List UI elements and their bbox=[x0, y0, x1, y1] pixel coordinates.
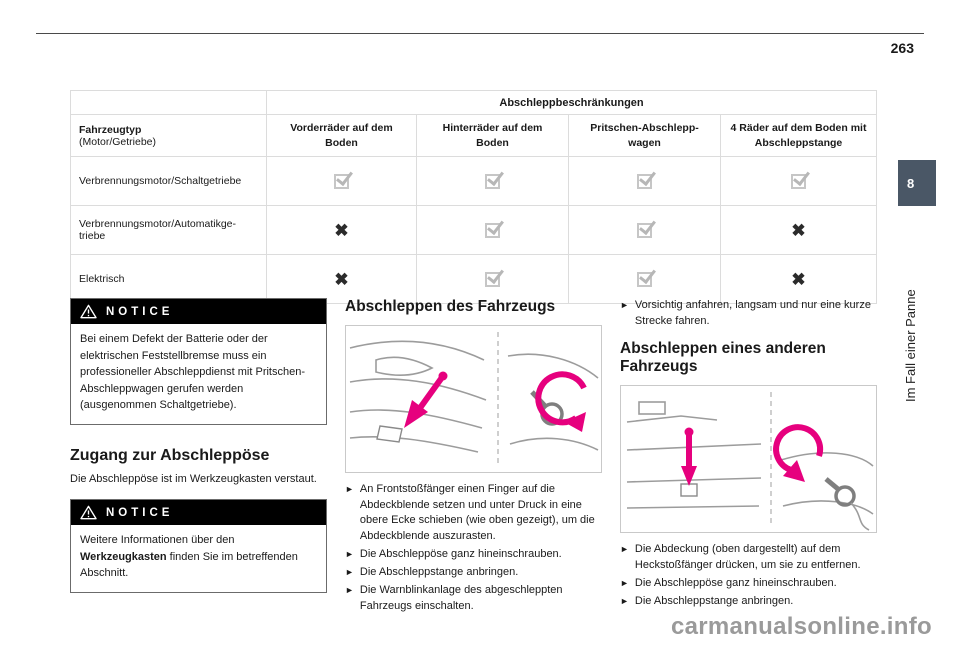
warning-triangle-icon bbox=[80, 304, 97, 319]
bullet-arrow-icon: ► bbox=[620, 595, 629, 606]
bullet-arrow-icon: ► bbox=[620, 544, 629, 555]
notice-header bbox=[71, 299, 326, 324]
table-row bbox=[71, 157, 877, 206]
notice-body bbox=[71, 525, 326, 592]
table-row bbox=[71, 206, 877, 255]
table-mark-cell bbox=[417, 206, 569, 255]
instruction-text: Vorsichtig anfahren, langsam und nur eine kurze Strecke fahren. bbox=[634, 299, 871, 327]
instruction-item bbox=[345, 583, 602, 615]
middle-column bbox=[345, 298, 602, 617]
table-body bbox=[71, 91, 877, 304]
instruction-list bbox=[620, 298, 877, 330]
header-rule bbox=[36, 33, 924, 34]
notice-text-suffix: finden Sie im betreffenden Abschnitt. bbox=[80, 550, 298, 580]
left-column bbox=[70, 298, 327, 593]
rear-towing-illustration bbox=[620, 385, 877, 533]
table-row-label: Elektrisch bbox=[71, 255, 267, 304]
instruction-item bbox=[620, 576, 877, 592]
section-text: Die Abschleppöse ist im Werkzeugkasten verstaut. bbox=[70, 472, 317, 485]
instruction-item bbox=[345, 547, 602, 563]
table-column-header-row bbox=[71, 115, 877, 157]
table-mark-cell bbox=[569, 206, 721, 255]
table-column-header: Hinterräder auf dem Boden bbox=[417, 115, 569, 157]
check-icon bbox=[485, 174, 500, 189]
instruction-text: Die Abschleppöse ganz hineinschrauben. bbox=[359, 548, 562, 561]
table-row-label: Verbrennungsmotor/Schaltgetriebe bbox=[71, 157, 267, 206]
section-heading-towing-vehicle: Abschleppen des Fahrzeugs bbox=[345, 298, 556, 315]
bullet-arrow-icon: ► bbox=[345, 585, 354, 596]
warning-triangle-icon bbox=[80, 505, 97, 520]
table-mark-cell bbox=[721, 255, 877, 304]
table-row bbox=[71, 255, 877, 304]
table-mark-cell bbox=[721, 157, 877, 206]
towing-restrictions-table bbox=[70, 90, 877, 304]
table-group-header-row bbox=[71, 91, 877, 115]
chapter-vertical-label: Im Fall einer Panne bbox=[903, 289, 918, 402]
table-corner-cell bbox=[71, 91, 267, 115]
notice-title: NOTICE bbox=[106, 305, 174, 318]
watermark: carmanualsonline.info bbox=[670, 613, 932, 640]
notice-header bbox=[71, 500, 326, 525]
table-mark-cell bbox=[267, 255, 417, 304]
instruction-item bbox=[345, 482, 602, 546]
chapter-tab: 8 bbox=[898, 160, 936, 206]
cross-icon: ✖ bbox=[334, 269, 349, 289]
notice-box-toolkit bbox=[70, 499, 327, 593]
instruction-text: Die Abschleppstange anbringen. bbox=[634, 594, 794, 607]
bullet-arrow-icon: ► bbox=[620, 300, 629, 310]
right-column bbox=[620, 298, 877, 612]
notice-text-prefix: Weitere Informationen über den bbox=[80, 534, 235, 547]
bullet-arrow-icon: ► bbox=[345, 483, 354, 494]
instruction-list bbox=[345, 482, 602, 616]
bullet-arrow-icon: ► bbox=[345, 567, 354, 578]
check-icon bbox=[637, 223, 652, 238]
cross-icon: ✖ bbox=[791, 220, 806, 240]
table-rowhead-sub: (Motor/Getriebe) bbox=[79, 135, 157, 148]
check-icon bbox=[334, 174, 349, 189]
notice-text-bold: Werkzeugkasten bbox=[80, 550, 167, 563]
instruction-text: Die Abschleppöse ganz hineinschrauben. bbox=[634, 576, 837, 589]
table-rowhead-title: Fahrzeugtyp bbox=[79, 123, 142, 136]
cross-icon: ✖ bbox=[791, 269, 806, 289]
page-number: 263 bbox=[890, 40, 914, 56]
table-mark-cell bbox=[569, 157, 721, 206]
check-icon bbox=[637, 174, 652, 189]
check-icon bbox=[637, 272, 652, 287]
instruction-text: An Frontstoßfänger einen Finger auf die Abdeckblende setzen und unter Druck in eine obere Ecke schieben (wie oben gezeigt), um die Abdeckblende auszurasten. bbox=[359, 482, 595, 543]
instruction-item bbox=[620, 594, 877, 610]
table-group-header: Abschleppbeschränkungen bbox=[267, 91, 877, 115]
instruction-text: Die Abdeckung (oben dargestellt) auf dem Heckstoßfänger drücken, um sie zu entfernen. bbox=[634, 543, 861, 571]
bullet-arrow-icon: ► bbox=[345, 549, 354, 560]
instruction-text: Die Warnblinkanlage des abgeschleppten Fahrzeugs einschalten. bbox=[359, 584, 563, 613]
instruction-item bbox=[620, 298, 877, 330]
check-icon bbox=[485, 272, 500, 287]
table-mark-cell bbox=[417, 157, 569, 206]
table-mark-cell bbox=[267, 157, 417, 206]
table-mark-cell bbox=[569, 255, 721, 304]
instruction-list bbox=[620, 542, 877, 610]
table-rowhead-cell bbox=[71, 115, 267, 157]
cross-icon: ✖ bbox=[334, 220, 349, 240]
section-heading-towing-eye-access: Zugang zur Abschleppöse bbox=[70, 446, 270, 464]
check-icon bbox=[485, 223, 500, 238]
table-column-header: Pritschen-Abschleppwagen bbox=[569, 115, 721, 157]
instruction-text: Die Abschleppstange anbringen. bbox=[359, 566, 519, 579]
section-heading-towing-another-vehicle: Abschleppen eines anderen Fahrzeugs bbox=[620, 339, 826, 376]
bullet-arrow-icon: ► bbox=[620, 577, 629, 588]
table-column-header: 4 Räder auf dem Boden mit Abschleppstange bbox=[721, 115, 877, 157]
table-mark-cell bbox=[417, 255, 569, 304]
table-row-label: Verbrennungsmotor/Automatikgetriebe bbox=[71, 206, 267, 255]
instruction-item bbox=[620, 542, 877, 574]
table-column-header: Vorderräder auf dem Boden bbox=[267, 115, 417, 157]
front-towing-illustration bbox=[345, 325, 602, 473]
table-mark-cell bbox=[721, 206, 877, 255]
notice-box-battery bbox=[70, 298, 327, 425]
table-mark-cell bbox=[267, 206, 417, 255]
instruction-item bbox=[345, 565, 602, 581]
check-icon bbox=[791, 174, 806, 189]
notice-body: Bei einem Defekt der Batterie oder der elektrischen Feststellbremse muss ein professioneller Abschleppdienst mit Pritschen-Abschleppwagen gerufen werden (ausgenommen Schaltgetriebe). bbox=[80, 333, 306, 411]
notice-title: NOTICE bbox=[106, 506, 174, 519]
